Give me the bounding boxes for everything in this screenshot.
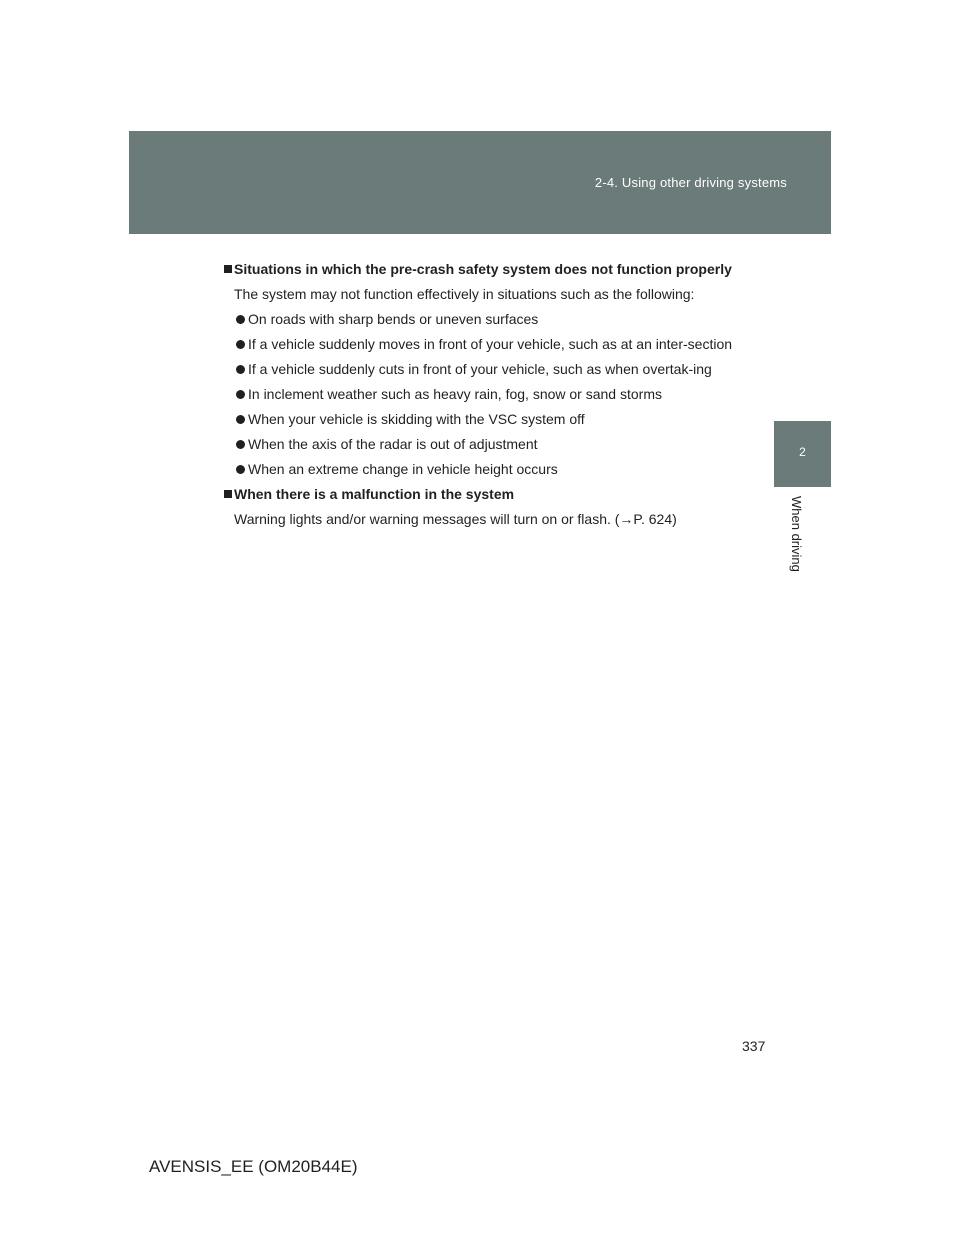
section-heading-situations: Situations in which the pre-crash safety system does not function properly [210, 261, 737, 278]
list-item: When an extreme change in vehicle height occurs [210, 461, 737, 478]
round-bullet-icon [236, 365, 245, 374]
round-bullet-icon [236, 440, 245, 449]
section-title: 2-4. Using other driving systems [594, 175, 787, 190]
chapter-label: When driving [789, 496, 804, 572]
malfunction-paragraph: Warning lights and/or warning messages will turn on or flash. (→P. 624) [234, 511, 677, 527]
square-bullet-icon [224, 490, 232, 498]
chapter-tab [774, 421, 831, 487]
section-heading-malfunction: When there is a malfunction in the system [210, 486, 737, 503]
list-item: When your vehicle is skidding with the VSC system off [210, 411, 737, 428]
footer-model-code: AVENSIS_EE (OM20B44E) [149, 1157, 358, 1176]
header-band [129, 131, 831, 234]
list-item: If a vehicle suddenly moves in front of your vehicle, such as at an inter-section [210, 336, 737, 353]
list-item: On roads with sharp bends or uneven surfaces [210, 311, 737, 328]
round-bullet-icon [236, 390, 245, 399]
round-bullet-icon [236, 340, 245, 349]
page-number: 337 [742, 1038, 766, 1054]
intro-paragraph: The system may not function effectively in situations such as the following: [234, 286, 695, 302]
list-item: If a vehicle suddenly cuts in front of your vehicle, such as when overtak-ing [210, 361, 737, 378]
chapter-number: 2 [799, 445, 806, 459]
round-bullet-icon [236, 315, 245, 324]
round-bullet-icon [236, 415, 245, 424]
round-bullet-icon [236, 465, 245, 474]
list-item: When the axis of the radar is out of adjustment [210, 436, 737, 453]
square-bullet-icon [224, 265, 232, 273]
list-item: In inclement weather such as heavy rain, fog, snow or sand storms [210, 386, 737, 403]
page-content [210, 261, 737, 536]
